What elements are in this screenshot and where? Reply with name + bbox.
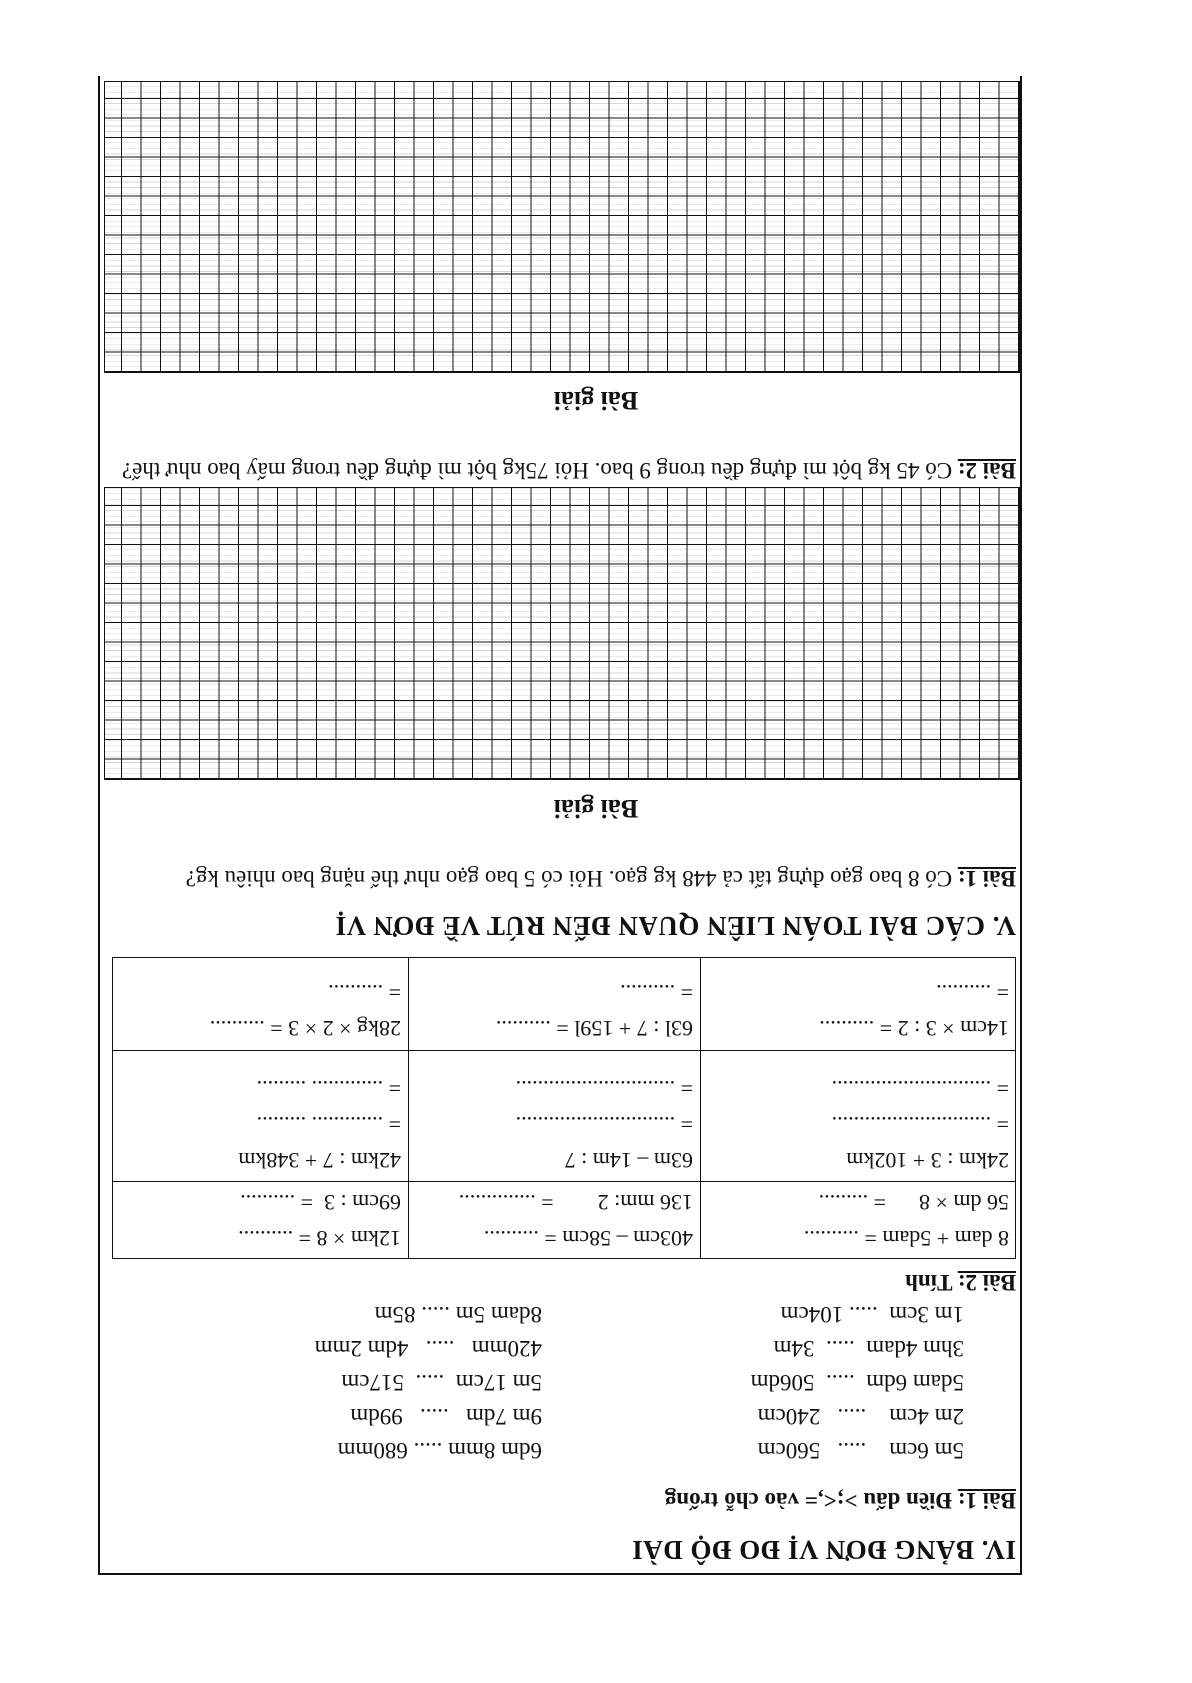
exercise-2-title bbox=[905, 1269, 1016, 1295]
compare-item: 5m 17cm ..... 517cm bbox=[341, 1370, 542, 1395]
compare-item: 5dam 6dm ..... 506dm bbox=[750, 1370, 964, 1395]
table-divider bbox=[113, 1050, 1015, 1051]
table-divider bbox=[113, 1181, 1015, 1182]
exercise-1-title bbox=[665, 1487, 1016, 1513]
calculation-table bbox=[112, 957, 1016, 1259]
compare-item: 1m 3cm ..... 104cm bbox=[780, 1302, 964, 1327]
table-cell: 403cm – 58cm = .......... 136 mm: 2 = .............. bbox=[458, 1190, 693, 1251]
problem-2 bbox=[116, 454, 1016, 487]
table-divider bbox=[408, 958, 409, 1258]
problem-label: Bài 2: bbox=[957, 458, 1016, 483]
exercise-label: Bài 2: bbox=[957, 1270, 1016, 1295]
solution-heading: Bài giải bbox=[553, 794, 639, 823]
section-v-title: V. CÁC BÀI TOÁN LIÊN QUAN ĐẾN RÚT VỀ ĐƠN VỊ bbox=[335, 911, 1016, 941]
problem-1 bbox=[116, 862, 1016, 895]
problem-text: Có 45 kg bột mì đựng đều trong 9 bao. Hỏi 75kg bột mì đựng đều trong mấy bao như thế? bbox=[121, 458, 958, 483]
table-cell: 63m – 14m : 7 = ............................. = ............................. bbox=[515, 1076, 693, 1173]
solution-grid[interactable] bbox=[104, 81, 1020, 373]
section-iv-title: IV. BẢNG ĐƠN VỊ ĐO ĐỘ DÀI bbox=[631, 1535, 1016, 1565]
table-cell: 14cm × 3 : 2 = .......... = .......... bbox=[819, 980, 1009, 1041]
compare-item: 6dm 8mm ..... 680mm bbox=[337, 1438, 542, 1463]
compare-item: 3hm 4dam ..... 34m bbox=[773, 1336, 964, 1361]
table-cell: 12km × 8 = .......... 69cm : 3 = .......... bbox=[238, 1190, 401, 1251]
problem-text: Có 8 bao gạo đựng tất cả 448 kg gạo. Hỏi có 5 bao gạo như thế nặng bao nhiêu kg? bbox=[185, 866, 958, 891]
solution-heading: Bài giải bbox=[553, 386, 639, 415]
problem-label: Bài 1: bbox=[957, 866, 1016, 891]
table-cell: 28kg × 2 × 3 = .......... = .......... bbox=[209, 980, 401, 1041]
table-cell: 8 dam + 5dam = .......... 56 dm × 8 = ......... bbox=[803, 1190, 1009, 1251]
table-divider bbox=[700, 958, 701, 1258]
compare-item: 9m 7dm ..... 99dm bbox=[350, 1404, 542, 1429]
solution-grid[interactable] bbox=[104, 487, 1020, 780]
exercise-instruction: Điền dấu >;<,= vào chỗ trống bbox=[664, 1488, 958, 1513]
exercise-instruction: Tính bbox=[905, 1270, 958, 1295]
compare-item: 5m 6cm ..... 560cm bbox=[757, 1438, 964, 1463]
compare-item: 420mm ..... 4dm 2mm bbox=[314, 1336, 542, 1361]
exercise-label: Bài 1: bbox=[957, 1488, 1016, 1513]
table-cell: 42km : 7 + 348km = ............. ......... = ............. ......... bbox=[238, 1076, 401, 1173]
table-cell: 63l : 7 + 159l = .......... = .......... bbox=[495, 980, 693, 1041]
table-cell: 24km : 3 + 102km = ............................. = ............................. bbox=[831, 1076, 1009, 1173]
compare-item: 8dam 5m ..... 85m bbox=[374, 1302, 542, 1327]
compare-item: 2m 4cm ..... 240cm bbox=[757, 1404, 964, 1429]
